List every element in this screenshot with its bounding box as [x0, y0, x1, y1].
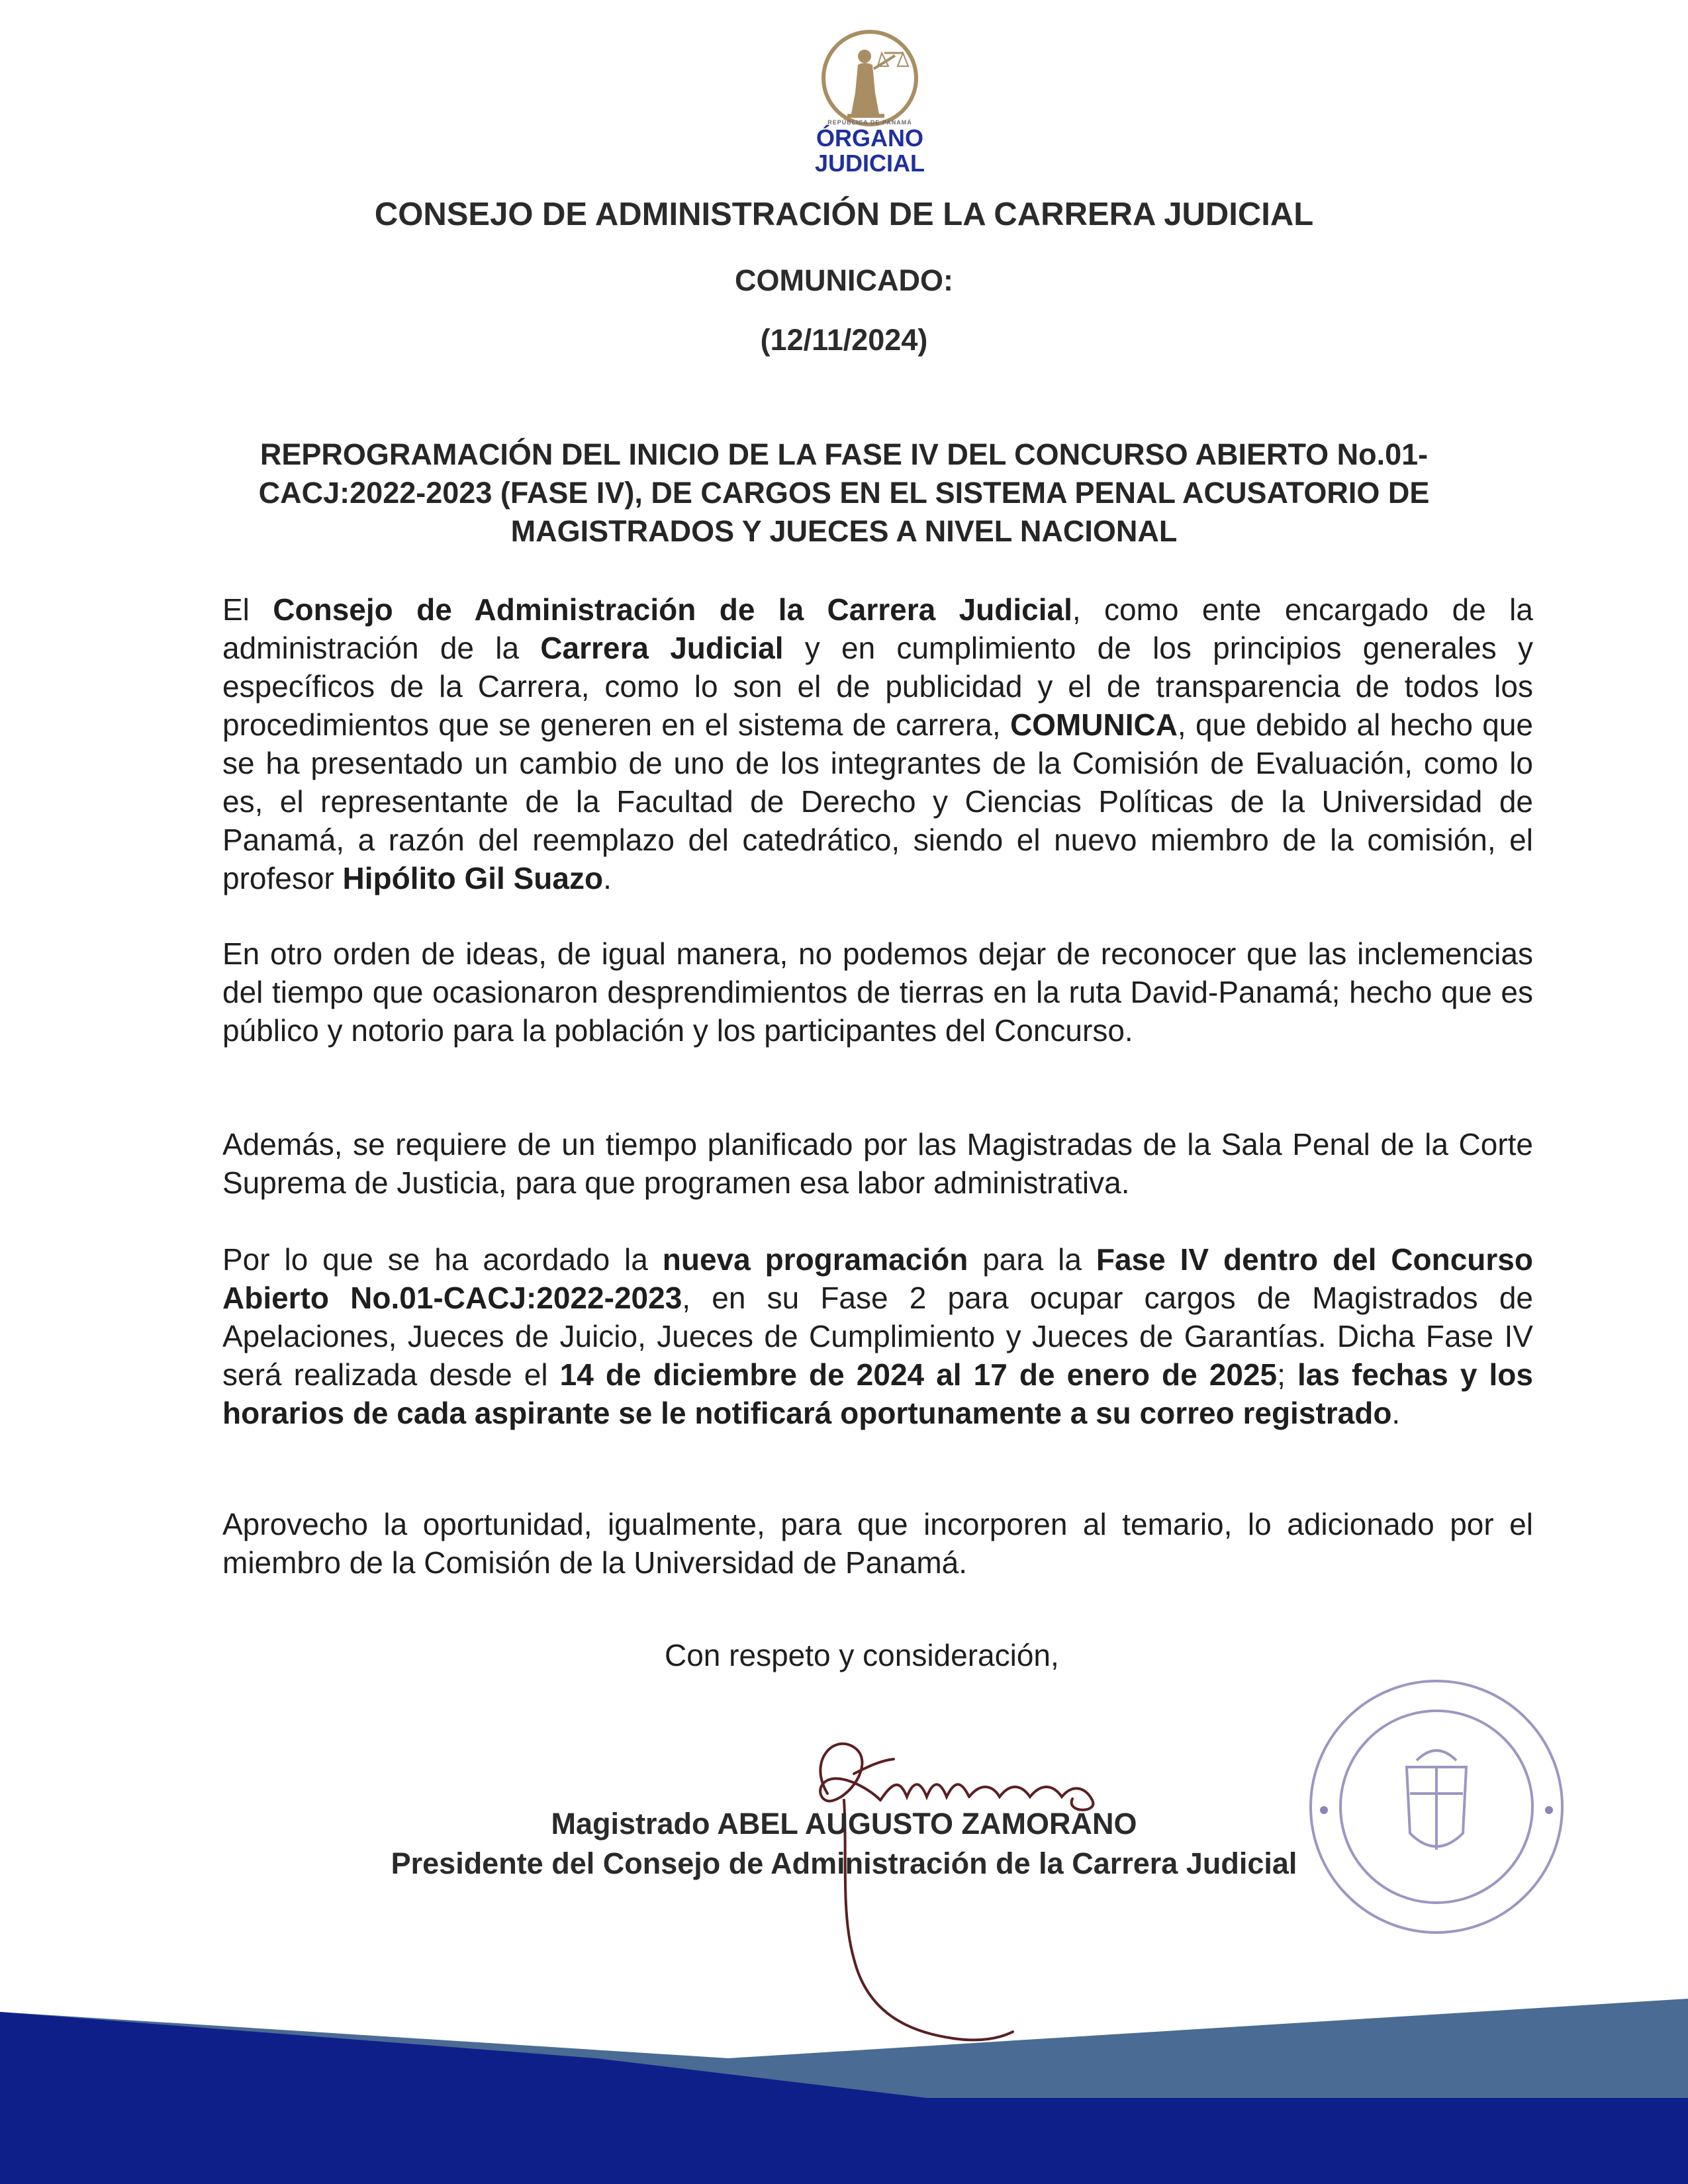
logo-country-text: REPÚBLICA DE PANAMÁ [827, 119, 912, 126]
signatory-name: Magistrado ABEL AUGUSTO ZAMORANO [551, 1807, 1137, 1841]
organization-logo [810, 26, 929, 179]
p1-bold-career: Carrera Judicial [540, 631, 784, 665]
body-paragraph-4 [222, 1240, 1533, 1432]
closing-salutation: Con respeto y consideración, [665, 1638, 1059, 1672]
p1-text-5: . [603, 861, 612, 895]
signatory-title: Presidente del Consejo de Administración de la Carrera Judicial [391, 1846, 1297, 1880]
body-paragraph-2: En otro orden de ideas, de igual manera, no podemos dejar de reconocer que las inclemencias del tiempo que ocasionaron desprendimientos de tierras en la ruta David-Panamá; hecho que es público y notorio para la población y los participantes del Concurso. [222, 936, 1533, 1048]
footer-wave-decoration [0, 1985, 1688, 2184]
organization-heading: CONSEJO DE ADMINISTRACIÓN DE LA CARRERA JUDICIAL [374, 197, 1314, 232]
p1-text-1: El [222, 592, 273, 627]
p4-bold-phase: Fase IV dentro del Concurso Abierto No.01-CACJ:2022-2023 [222, 1242, 1533, 1315]
subject-heading: REPROGRAMACIÓN DEL INICIO DE LA FASE IV DEL CONCURSO ABIERTO No.01-CACJ:2022-2023 (FASE IV), DE CARGOS EN EL SISTEMA PENAL ACUSATORIO DE MAGISTRADOS Y JUECES A NIVEL NACIONAL [258, 437, 1430, 548]
p1-text-4: , que debido al hecho que se ha presentado un cambio de uno de los integrantes de la Comisión de Evaluación, como lo es, el representante de la Facultad de Derecho y Ciencias Políticas de la Universidad de Panamá, a razón del reemplazo del catedrático, siendo el nuevo miembro de la comisión, el profesor [222, 707, 1533, 895]
p1-bold-comunica: COMUNICA [1009, 707, 1178, 742]
p1-text-2: , como ente encargado de la administración de la [222, 592, 1533, 665]
p4-bold-dates: 14 de diciembre de 2024 al 17 de enero de 2025 [559, 1357, 1278, 1392]
p4-text-4: ; [1277, 1357, 1297, 1392]
p4-text-5: . [1391, 1396, 1401, 1430]
p4-text-3: , en su Fase 2 para ocupar cargos de Magistrados de Apelaciones, Jueces de Juicio, Jueces de Cumplimiento y Jueces de Garantías. Dicha Fase IV será realizada desde el [222, 1281, 1533, 1392]
p1-text-3: y en cumplimiento de los principios generales y específicos de la Carrera, como lo son el de publicidad y el de transparencia de todos los procedimientos que se generen en el sistema de carrera, [222, 631, 1533, 742]
document-date: (12/11/2024) [760, 323, 928, 357]
official-seal-icon [1297, 1668, 1575, 1946]
p4-bold-notification: las fechas y los horarios de cada aspirante se le notificará oportunamente a su correo registrado [222, 1357, 1533, 1430]
p1-bold-council: Consejo de Administración de la Carrera Judicial [273, 592, 1072, 627]
body-paragraph-3: Además, se requiere de un tiempo planificado por las Magistradas de la Sala Penal de la Corte Suprema de Justicia, para que programen esa labor administrativa. [222, 1127, 1533, 1200]
body-paragraph-5: Aprovecho la oportunidad, igualmente, para que incorporen al temario, lo adicionado por el miembro de la Comisión de la Universidad de Panamá. [222, 1507, 1533, 1580]
p4-text-2: para la [968, 1242, 1096, 1277]
body-paragraph-1 [222, 590, 1533, 897]
p4-bold-new-schedule: nueva programación [662, 1242, 968, 1277]
p1-bold-professor: Hipólito Gil Suazo [342, 861, 604, 895]
p4-text-1: Por lo que se ha acordado la [222, 1242, 663, 1277]
document-type-heading: COMUNICADO: [735, 263, 953, 297]
logo-word-judicial: JUDICIAL [814, 150, 925, 177]
logo-word-organo: ÓRGANO [816, 124, 923, 152]
